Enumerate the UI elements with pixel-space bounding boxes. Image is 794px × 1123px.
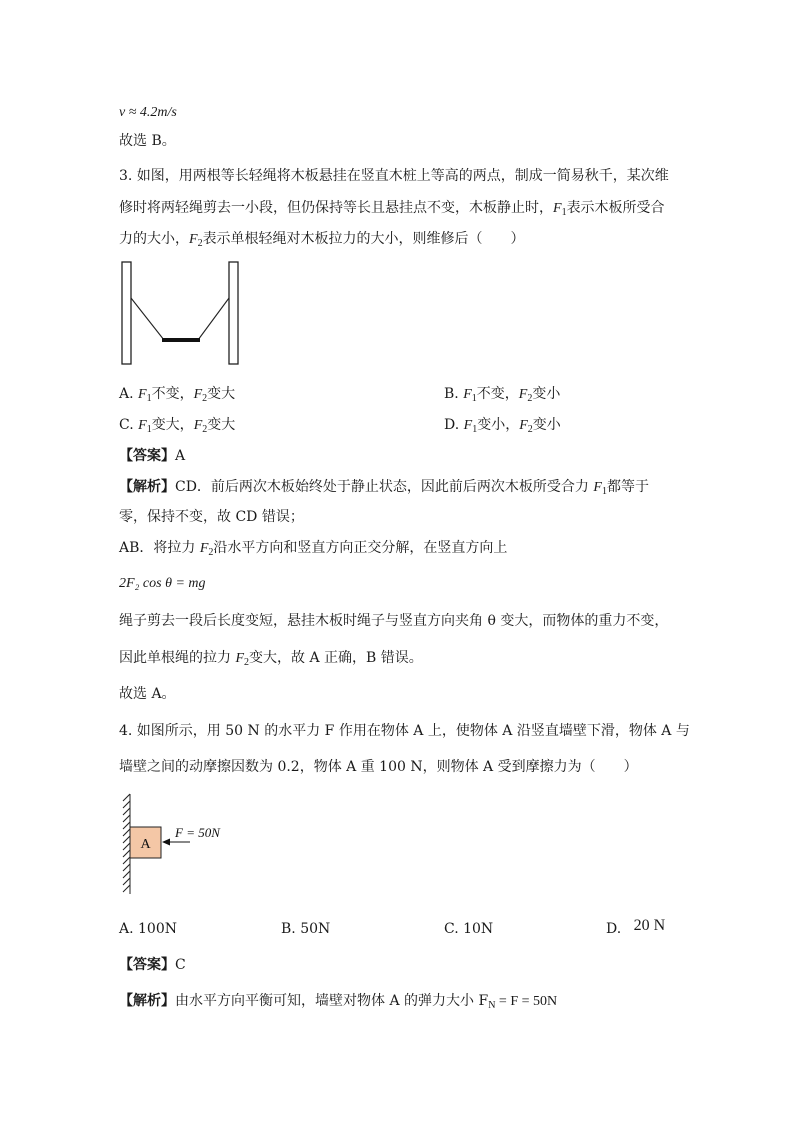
q3-answer: 【答案】A <box>119 448 186 464</box>
swing-figure <box>118 260 248 368</box>
q3-explanation-1: 【解析】CD．前后两次木板始终处于静止状态，因此前后两次木板所受合力 $F_1$都等于 <box>119 479 649 497</box>
left-rope <box>131 298 164 340</box>
choose-a-text: 故选 A。 <box>119 686 176 702</box>
right-post <box>229 262 238 364</box>
q3-option-d: D. $F_1$变小，$F_2$变小 <box>444 417 561 435</box>
q4-line-1: 4. 如图所示，用 50 N 的水平力 F 作用在物体 A 上，使物体 A 沿竖直墙壁下滑，物体 A 与 <box>119 723 690 739</box>
q3-option-c: C. $F_1$变大，$F_2$变大 <box>119 417 236 435</box>
choose-b-text: 故选 B。 <box>119 133 176 149</box>
block-a-label: A <box>140 837 151 852</box>
q3-line-1: 3. 如图，用两根等长轻绳将木板悬挂在竖直木桩上等高的两点，制成一简易秋千，某次维 <box>119 168 669 184</box>
force-label: F = 50N <box>175 825 220 840</box>
left-post <box>122 262 131 364</box>
q3-option-b: B. $F_1$不变，$F_2$变小 <box>444 386 561 404</box>
force-arrowhead <box>162 839 170 846</box>
q4-option-c: C. 10N <box>444 921 494 937</box>
q4-option-b: B. 50N <box>281 921 331 937</box>
q3-explanation-4: 绳子剪去一段后长度变短，悬挂木板时绳子与竖直方向夹角 θ 变大，而物体的重力不变， <box>119 613 669 629</box>
board <box>162 338 200 342</box>
q4-line-2: 墙壁之间的动摩擦因数为 0.2，物体 A 重 100 N，则物体 A 受到摩擦力为（ ） <box>119 759 638 775</box>
q3-equation: 2F₂ cos θ = mg <box>119 576 206 591</box>
q3-line-2: 修时将两轻绳剪去一小段，但仍保持等长且悬挂点不变，木板静止时，$F_1$表示木板所受合 <box>119 200 665 218</box>
q3-explanation-3: AB．将拉力 $F_2$沿水平方向和竖直方向正交分解，在竖直方向上 <box>119 540 508 558</box>
q4-answer: 【答案】C <box>119 957 186 973</box>
velocity-result: v ≈ 4.2m/s <box>119 105 177 120</box>
q4-option-a: A. 100N <box>119 921 177 937</box>
q4-option-d-value: 20 N <box>633 917 666 934</box>
q4-option-d: D. 20 N <box>606 917 666 937</box>
q3-explanation-2: 零，保持不变，故 CD 错误； <box>119 509 304 525</box>
wall-block-figure <box>118 792 248 898</box>
q3-option-a: A. $F_1$不变，$F_2$变大 <box>119 386 236 404</box>
q3-explanation-5: 因此单根绳的拉力 $F_2$变大，故 A 正确，B 错误。 <box>119 650 423 668</box>
right-rope <box>198 298 229 340</box>
q4-explanation-1: 【解析】由水平方向平衡可知，墙壁对物体 A 的弹力大小 $F_N = F = 50N$ <box>119 993 558 1011</box>
q3-line-3: 力的大小，$F_2$表示单根轻绳对木板拉力的大小，则维修后（ ） <box>119 231 525 249</box>
wall-hatching <box>123 794 130 894</box>
